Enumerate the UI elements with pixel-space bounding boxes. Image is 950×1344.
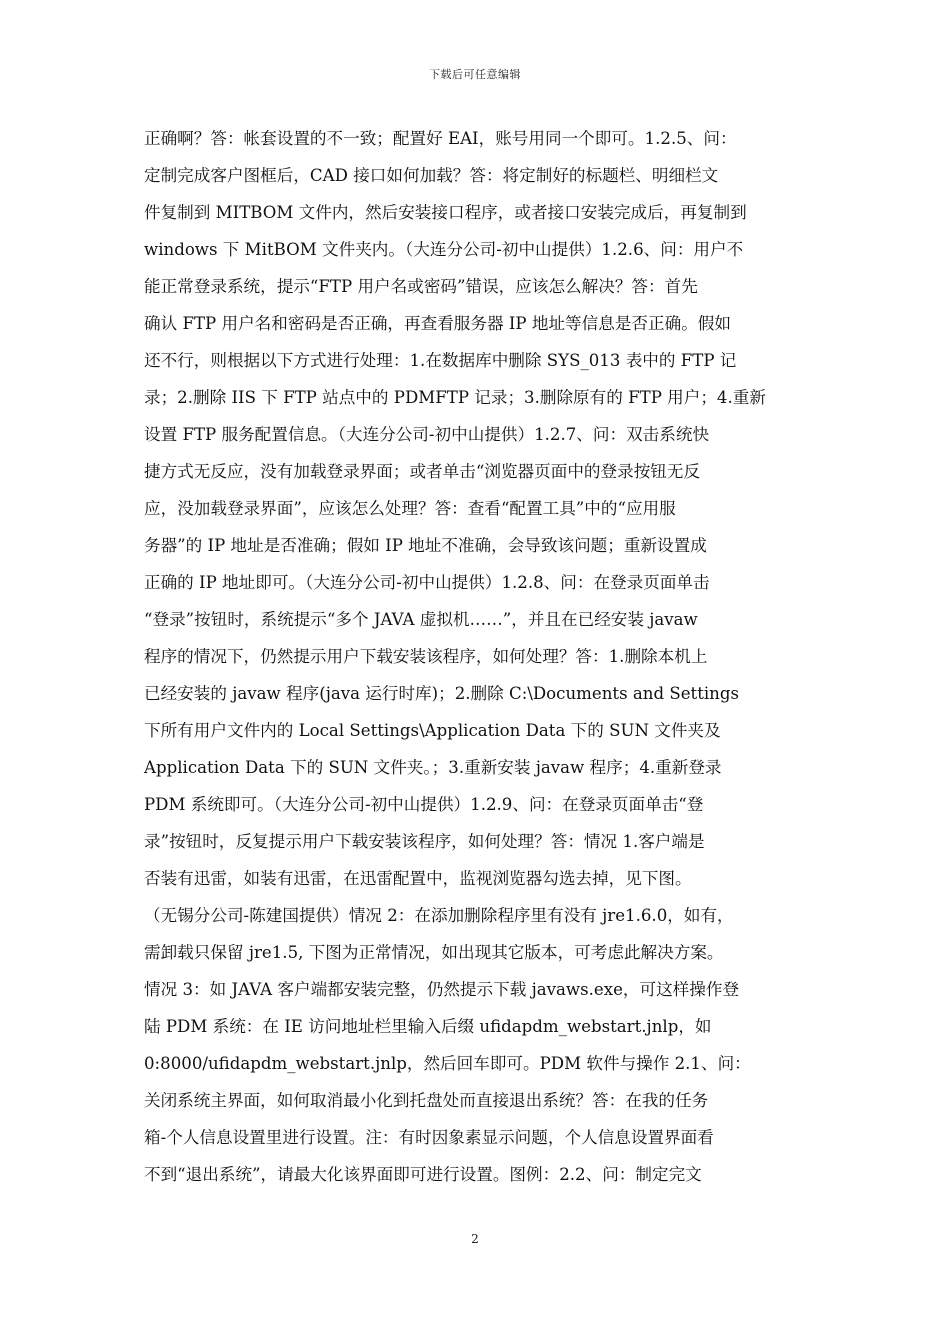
text-line: 需卸载只保留 jre1.5, 下图为正常情况，如出现其它版本，可考虑此解决方案。	[144, 943, 724, 962]
text-line: 捷方式无反应，没有加载登录界面；或者单击“浏览器页面中的登录按钮无反	[144, 462, 701, 481]
text-line: 正确的 IP 地址即可。（大连分公司-初中山提供）1.2.8、问：在登录页面单击	[144, 573, 710, 592]
text-line: 不到“退出系统”，请最大化该界面即可进行设置。图例：2.2、问：制定完文	[144, 1165, 702, 1184]
text-line: 录”按钮时，反复提示用户下载安装该程序，如何处理？答：情况 1.客户端是	[144, 832, 705, 851]
text-line: 下所有用户文件内的 Local Settings\Application Data 下的 SUN 文件夹及	[144, 721, 721, 740]
page-number: 2	[471, 1232, 479, 1246]
text-line: （无锡分公司-陈建国提供）情况 2：在添加删除程序里有没有 jre1.6.0，如有，	[144, 906, 734, 925]
text-line: 0:8000/ufidapdm_webstart.jnlp，然后回车即可。PDM 软件与操作 2.1、问：	[144, 1054, 751, 1073]
text-line: 关闭系统主界面，如何取消最小化到托盘处而直接退出系统？答：在我的任务	[144, 1091, 709, 1110]
text-line: 情况 3：如 JAVA 客户端都安装完整，仍然提示下载 javaws.exe，可这样操作登	[144, 980, 740, 999]
page-header: 下载后可任意编辑	[429, 68, 521, 81]
text-line: 还不行，则根据以下方式进行处理：1.在数据库中删除 SYS_013 表中的 FTP 记	[144, 351, 737, 370]
text-line: 定制完成客户图框后，CAD 接口如何加载？答：将定制好的标题栏、明细栏文	[144, 166, 719, 185]
text-line: “登录”按钮时，系统提示“多个 JAVA 虚拟机……”，并且在已经安装 javaw	[144, 610, 698, 629]
text-line: 箱-个人信息设置里进行设置。注：有时因象素显示问题，个人信息设置界面看	[144, 1128, 714, 1147]
text-line: 设置 FTP 服务配置信息。（大连分公司-初中山提供）1.2.7、问：双击系统快	[144, 425, 710, 444]
text-line: 确认 FTP 用户名和密码是否正确，再查看服务器 IP 地址等信息是否正确。假如	[144, 314, 731, 333]
text-line: 能正常登录系统，提示“FTP 用户名或密码”错误，应该怎么解决？答：首先	[144, 277, 698, 296]
text-line: 录；2.删除 IIS 下 FTP 站点中的 PDMFTP 记录；3.删除原有的 FTP 用户；4.重新	[144, 388, 766, 407]
text-line: windows 下 MitBOM 文件夹内。（大连分公司-初中山提供）1.2.6、问：用户不	[144, 240, 744, 259]
text-line: 件复制到 MITBOM 文件内，然后安装接口程序，或者接口安装完成后，再复制到	[144, 203, 747, 222]
text-line: 应，没加载登录界面”，应该怎么处理？答：查看“配置工具”中的“应用服	[144, 499, 676, 518]
body-text	[144, 120, 814, 1193]
text-line: 正确啊？答：帐套设置的不一致；配置好 EAI，账号用同一个即可。1.2.5、问：	[144, 129, 737, 148]
text-line: 务器”的 IP 地址是否准确；假如 IP 地址不准确，会导致该问题；重新设置成	[144, 536, 707, 555]
text-line: 已经安装的 javaw 程序(java 运行时库)；2.删除 C:\Documents and Settings	[144, 684, 739, 703]
text-line: 否装有迅雷，如装有迅雷，在迅雷配置中，监视浏览器勾选去掉，见下图。	[144, 869, 692, 888]
text-line: Application Data 下的 SUN 文件夹。；3.重新安装 javaw 程序；4.重新登录	[144, 758, 722, 777]
text-line: 陆 PDM 系统：在 IE 访问地址栏里输入后缀 ufidapdm_webstart.jnlp，如	[144, 1017, 712, 1036]
text-line: 程序的情况下，仍然提示用户下载安装该程序，如何处理？答：1.删除本机上	[144, 647, 708, 666]
text-line: PDM 系统即可。（大连分公司-初中山提供）1.2.9、问：在登录页面单击“登	[144, 795, 704, 814]
